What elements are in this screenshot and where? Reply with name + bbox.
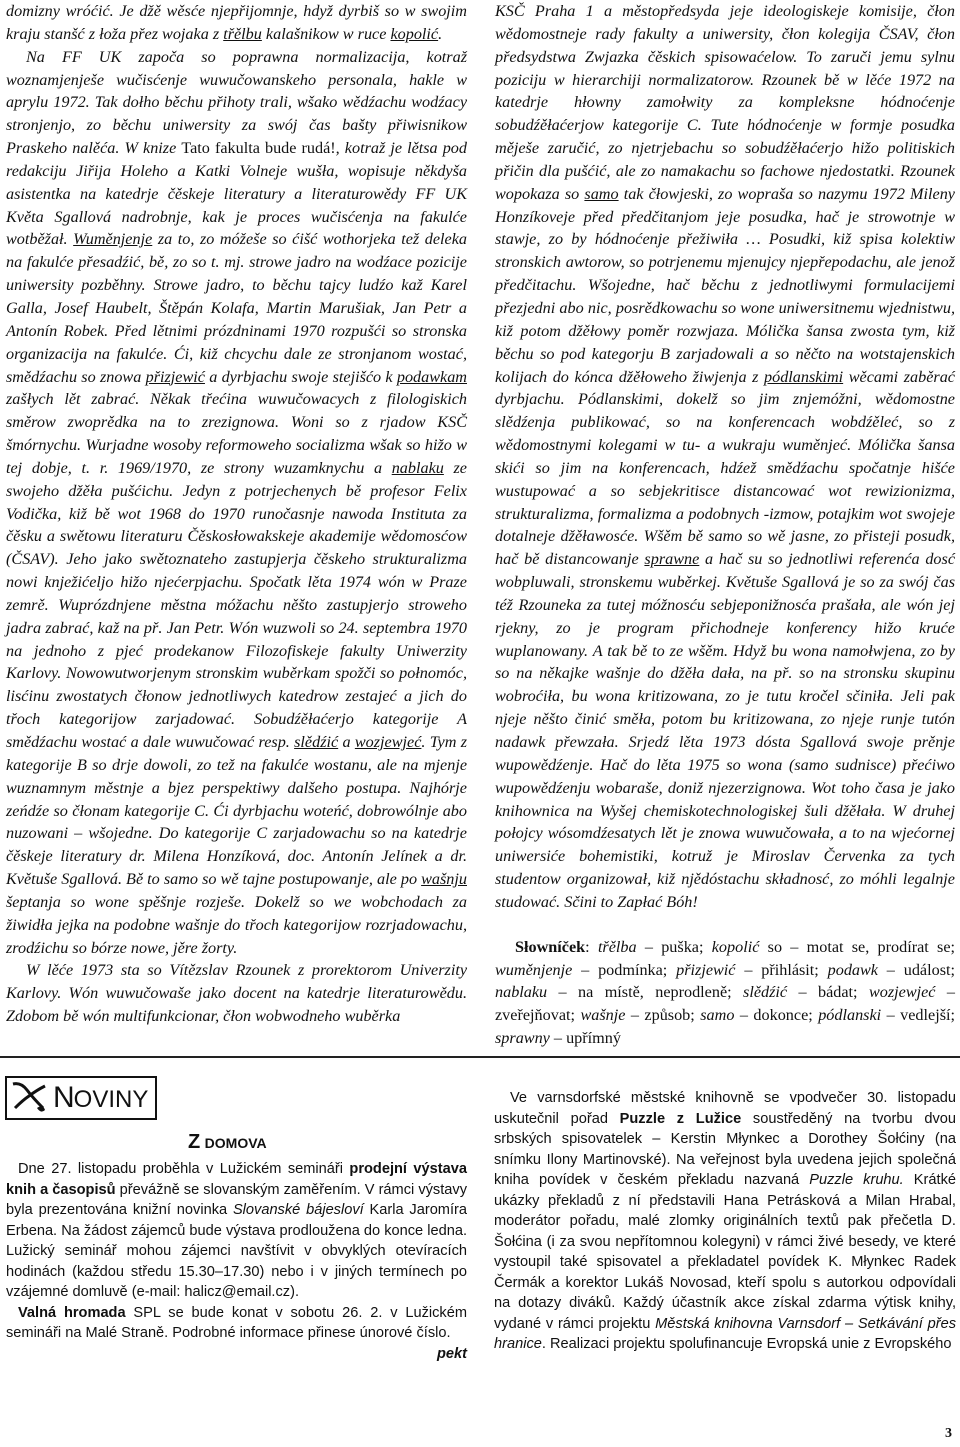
crossed-sheaf-logo-icon (7, 1078, 51, 1118)
glossed-word: přizjewić (145, 367, 205, 386)
text-run: za to, zo móžeše so ćišć wothorjeka tež deleka na fakulće přesadźić, bě, zo so t. mj. strowe jadro na wodźace pozicije uniwersity pozběhny. Strowe jadro, to běchu tajcy ludźo kaž Karel Galla, Josef Haubelt, Štěpán Kolafa, Martin Marušiak, Jan Petr a Antonín Robek. Před lětnimi prózdninami 1970 rozpušći so stronska organizacija na fakulće. Ći, kiž chcychu dale ze stronjanom wostać, smědźachu so znowa (6, 230, 467, 386)
text-run: – přihlásit; (735, 960, 828, 979)
text-run: – puška; (636, 937, 712, 956)
text-run: zašłych lět zabrać. Někak třećina wuwučowacych z filologiskich směrow zwoprědka na to zrezignowa. Woni so z rjadow KSČ šmórnychu. Wurjadne wosoby reformoweho socializma wšak so hižo w tej dobje, t. r. 1969/1970, ze strony wuzamknychu a (6, 390, 467, 477)
text-run: wuměnjenje (495, 960, 573, 979)
text-run: nablaku (495, 983, 548, 1002)
text-run: ze swojeho džěła pušćichu. Jedyn z potrjechenych bě profesor Felix Vodička, kiž bě wot 1968 do 1970 runočasnje nawoda Instituta za čěsku a swětowu literaturu Čěskosłowakskeje akademije wědomosćow (ČSAV). Jeho jako swětoznateho zastupjerja čěskeho strukturalizma nowi knježićeljo hižo njećerpjachu. Spočatk lěta 1974 wón w Praze zemrě. Wuprózdnjene městna móžachu něšto zastupjerjo stroweho jadra zabrać, kaž na př. Jan Petr. Wón wuzwoli so 24. septembra 1970 na jednoho z pjeć prodekanow Filozofiskeje fakulty Uniwerzity Karlovy. Nowowutworjenym stronskim wuběrkam spožči so połnomóc, lisćinu zwostatych čłonow jednotliwych katedrow zestajeć a jich do třoch kategorijow zarjadować. Sobudźěłaćerjo kategorije A smědźachu wostać a dale wuwučować resp. (6, 458, 467, 751)
text-run: podawk (827, 960, 878, 979)
article-paragraph (495, 0, 955, 914)
glossed-word: nablaku (391, 458, 444, 477)
text-run: wozjewjeć (868, 983, 936, 1002)
noviny-wordmark-rest: OVINY (73, 1086, 149, 1113)
glossed-word: podawkam (396, 367, 467, 386)
text-run: . (438, 24, 443, 43)
glossed-word: třělbu (223, 24, 262, 43)
news-paragraph (494, 1088, 956, 1355)
glossed-word: wašnju (421, 870, 467, 889)
news-paragraph (6, 1303, 467, 1362)
section-divider (0, 1056, 960, 1058)
article-paragraph (6, 959, 467, 1028)
glossed-word: kopolić (390, 24, 439, 43)
glossed-word: pódlanskimi (764, 367, 844, 386)
news-paragraph (6, 1159, 467, 1303)
glossed-word: slědźić (294, 733, 339, 751)
text-run: Krátké ukázky překladů z ní představili Hana Petrásková a Milan Hrabal, moderátor pořadu, malé zlomky originálních textů pak přečetla D. Šołćina (i za svou nepřítomnou kolegyni) v rámci živé besedy, ve které vystoupil také spisovatel a překladatel povídek K. Młynkec Radek Čermák a korektor Lukáš Novosad, kteří spolu s autorkou odpovídali na dotazy diváků. Každý účastník akce získal zdarma výtisk knihy, vydané v rámci projektu (494, 1172, 956, 1332)
article-column-left (6, 0, 467, 1028)
news-right-body (494, 1088, 956, 1355)
text-run: – dokonce; (734, 1006, 819, 1025)
text-run: třělba (597, 937, 637, 956)
page-number: 3 (945, 1426, 952, 1441)
text-run: – zveřejňovat; (495, 983, 955, 1025)
text-run: . Tym z kategorije B so drje dowoli, zo tež na fakulće wostanu, ale na mjenje wuznamnym městnje a bjez perspektiwy dalšeho postupa. Najhórje zeńdźe so čłonam kategorije C. Ći dyrbjachu woteńć, dobrowólnje abo nuzowani – wšojedne. Do kategorije C zarjadowachu so na katedrje čěskeje literatury dr. Milena Honzíková, doc. Antonín Jelínek a dr. Květuše Sgallová. Bě to samo so wě tajne postupowanje, ale po (6, 733, 467, 889)
text-run: SPL se bude konat v sobotu 26. 2. v Lužickém semináři na Malé Straně. Podrobné informace přinese únorové číslo. (6, 1304, 467, 1341)
text-run: samo (700, 1006, 735, 1025)
text-run: Tato fakulta bude rudá! (181, 139, 336, 158)
subheading-initial: Z (188, 1131, 201, 1153)
text-run: a (338, 733, 355, 751)
article-paragraph (6, 46, 467, 960)
text-run: prodejní výstava knih a časopisů (6, 1161, 467, 1198)
text-run: . Realizaci projektu spolufinancuje Evropská unie z Evropského (541, 1336, 952, 1352)
article-paragraph (6, 0, 467, 46)
glossed-word: sprawne (644, 550, 700, 569)
glossary (495, 936, 955, 1050)
text-run: so – motat se, prodírat se; (759, 937, 956, 956)
text-run: Dne 27. listopadu proběhla v Lužickém semináři (18, 1161, 350, 1177)
text-run: převážně se slovanským zaměřením. V rámci výstavy byla prezentována knižní novinka (6, 1181, 467, 1218)
text-run: – bádat; (787, 983, 869, 1002)
text-run: Słowníček (515, 937, 586, 956)
text-run: kopolić (711, 937, 760, 956)
noviny-logo (5, 1076, 157, 1120)
text-run: Ve varnsdorfské městské knihovně se vpodvečer 30. listopadu uskutečnil pořad (494, 1090, 956, 1127)
noviny-wordmark-initial: N (53, 1081, 74, 1114)
text-run: – událost; (877, 960, 955, 979)
text-run: – způsob; (625, 1006, 701, 1025)
text-run: Na FF UK započa so poprawna normalizacija, kotraž woznamjenješe wučisćenje wuwučowanskeho personala, hakle w aprylu 1972. (6, 47, 467, 112)
text-run: slědźić (743, 983, 788, 1002)
text-run: Valná hromada (18, 1304, 126, 1321)
subheading-rest: DOMOVA (204, 1135, 267, 1151)
text-run: – na místě, neprodleně; (547, 983, 744, 1002)
text-run: tak čłowjeski, zo wopraša so nazymu 1972 Mileny Honzíkoveje před předčitanjom jeje posudka, hač je strowotnje w stawje, zo by hódnoćenje přežiwiła … Posudki, kiž spisa kolektiw stronskich awtorow, so potrjenemu mjenujcy njepřepodachu, ale jenož předčitachu. Wšojedne, hač běchu z jednotliwymi formulacijemi přezjedni abo nic, posrědkowachu so wone uniwersitnemu wjednistwu, kiž potom džěłowy poměr rozwjaza. Mólička šansa zwosta tym, kiž běchu so pod kategorju B zarjadowali a so něčto na wotstajenskich kolijach do kónca džěłoweho žiwjenja z (495, 184, 955, 386)
text-run: KSČ Praha 1 a městopředsyda jeje ideologiskeje komisije, čłon wědomostneje rady fakulty a uniwersity, čłon kolegija ČSAV, čłon předsydstwa Zwjazka čěskich spisowaćelow. To zaruči jemu sylnu poziciju w hierarchiji normalizatorow. Rzounek bě w lěće 1972 na katedrje hłowny zamołwity za kompleksne hódnoćenje sobudźěłaćerjow kategorije C. Tute hódnoćenje w formje posudka měješe zaručić, zo njetrjebachu so sobudźěłaćerjo hižo politiskich přičin dla pušćić, ale zo namakachu so fachowe njedostatki. Rzounek wopokaza so (495, 2, 955, 203)
text-run: wašnje (580, 1006, 626, 1025)
section-subheading (188, 1132, 267, 1152)
glossed-word: wozjewjeć (354, 733, 422, 751)
text-run: wěcami zaběrać dyrbjachu. Pódlanskimi, dokelž so jim znjemóžni, wědomostne slědźenja publikować, so na konferencach wobdźěleć, so z wědomostnymi kolegami w tu- a wukraju wuměnjeć. Mólička šansa skići so jim na konferencach, hdźež smědźachu spočatnje hišće wustupować a so sebjekritisce distancować wot rewizionizma, strukturalizma, formalizma a podobnych -izmow, potajkim wot swojeje dotalneje džěławosće. Wšěm bě samo so wě jasne, zo přisteji posudk, hač bě distancowanje (495, 367, 955, 569)
text-run: a hač su so jednotliwi referenća dosć wobpluwali, stronskemu wuběrkej. Květuše Sgallová je so za swój čas též Rzouneka za tutej móžnosću sebjeponižnosća prašała, ale wón jej rjekny, zo je program přichodneje konferency hižo kruće wuplanowany. A tak bě to ze wšěm. Hdyž bu wona namołwjena, zo by so na někajke wašnje do džěła dała, na př. so na stronsku skupinu wobroćiła, bu wona kritizowana, zo je tutu kročel sčiniła. Jeli pak njeje něšto činić směła, potom bu kritizowana, zo njeje runje tutón nadawk přewzała. Srjedź lěta 1973 dósta Sgallová swoje prěnje wupowědźenje. Hač do lěta 1975 so wona (samo sudnisce) přećiwo wupowědźenju wobaraše, doniž njezerzignowa. Wot toho časa je jako knihownica na Wyšej chemiskotechnologiskej šuli džěłała. W druhej połojcy wósomdźesatych lět je znowa wuwučowała, a to na wjećornej uniwersiće bohemistiki, kotruž je Miroslav Červenka za tych studentow organizował, kiž njědóstachu składnosć, zo móhli legalnje studować. Sčini to Zapłać Bóh! (495, 550, 956, 911)
text-run: Tak dołho běchu přihoty trali, wšako wědźachu wodźacy stronjenjo, zo běchu uniwersity za swój čas bašty přiwisnikow Praskeho nalěća. W knize (6, 93, 467, 158)
text-run: – podmínka; (572, 960, 677, 979)
noviny-wordmark (53, 1083, 148, 1113)
text-run: kalašnikow w ruce (261, 24, 391, 43)
text-run: Městská knihovna Varnsdorf – Setkávání přes hranice (494, 1315, 956, 1352)
text-run: šeptanja so wone spěšnje rozješe. Dokelž so we wobchodach za žiwidła jejka na podobne wašnje do třoch kategorijow rozrjadowachu, zrodźichu so bórze nowe, jěre žorty. (6, 892, 467, 957)
text-run: Karla Jaromíra Erbena. Na žádost zájemců bude výstava prodloužena do konce ledna. Lužický seminář mohou zájemci navštívit v obvyklých otevíracích hodinách (každou středu 15.30–17.30) nebo i v jiných termínech po vzájemné domluvě (e-mail: halicz@email.cz). (6, 1202, 467, 1300)
text-run: – upřímný (549, 1029, 621, 1048)
text-run: Puzzle kruhu. (809, 1172, 904, 1188)
text-run: : (585, 937, 598, 956)
author-signature: pekt (436, 1345, 467, 1362)
text-run: pódlanski (818, 1006, 882, 1025)
news-left-body (6, 1159, 467, 1364)
article-column-right-body (495, 0, 955, 914)
text-run: , kotraž je lětsa pod redakciju Jiřija Holeho a Katki Volneje wušła, wopisuje někdyša asistentka na katedrje čěskeje literatury a literaturowědy FF UK Květa Sgallová nadrobnje, kak je proces wučisćenja na fakulće wotběžał. (6, 139, 467, 249)
text-run: Puzzle z Lužice (619, 1110, 742, 1127)
text-run: přizjewić (676, 960, 736, 979)
text-run: W lěće 1973 sta so Vítězslav Rzounek z prorektorom Univerzity Karlovy. Wón wuwučowaše jako docent na katedrje literaturowědu. Zdobom bě wón multifunkcionar, čłon wobwodneho wuběrka (6, 961, 467, 1026)
text-run: sprawny (495, 1029, 550, 1048)
text-run: a dyrbjachu swoje stejišćo k (204, 367, 397, 386)
text-run: soustředěný na tvorbu dvou srbských spisovatelek – Kerstin Młynkec a Dorothey Šołćiny (na snímku Ilony Martinovské). Na veřejnost byla uvedena jejich společná kniha povídek v českém překladu nazvaná (494, 1110, 956, 1188)
article-column-right (495, 0, 955, 1050)
glossed-word: Wuměnjenje (73, 230, 153, 249)
text-run: domizny wróćić. Je džě wěsće njepřijomnje, hdyž dyrbiš so w swojim kraju stanšć z łoža přez wojaka z (6, 2, 467, 43)
text-run: Slovanské bájesloví (232, 1202, 364, 1218)
text-run: – vedlejší; (881, 1006, 955, 1025)
glossed-word: samo (584, 184, 619, 203)
